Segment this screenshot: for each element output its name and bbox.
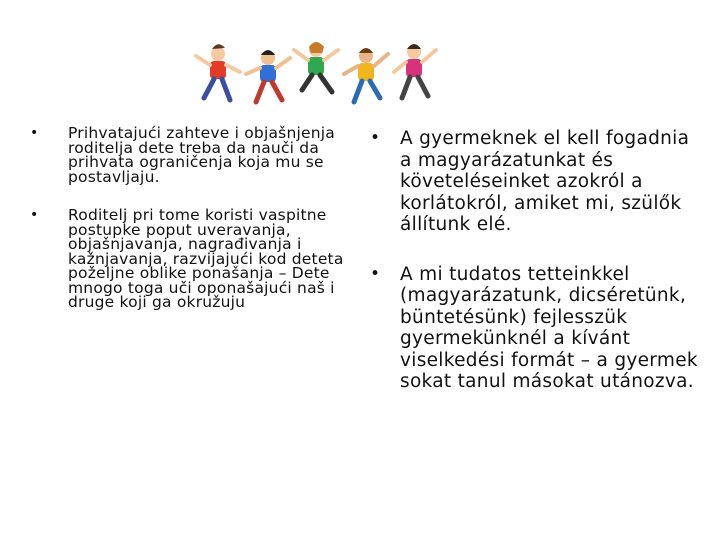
child-figure-2 — [246, 50, 290, 102]
paragraph-text: A mi tudatos tetteinkkel (magyarázatunk, dicséretünk, büntetésünk) fejlesszük gyermekünknél a kívánt viselkedési formát – a gyermek sokat tanul másokat utánozva. — [400, 263, 698, 392]
serbian-text-column — [30, 126, 355, 334]
bullet-icon: • — [370, 263, 381, 284]
paragraph-text: Prihvatajući zahteve i objašnjenja roditelja dete treba da nauči da prihvata ograničenja koja mu se postavljaju. — [68, 124, 335, 186]
child-figure-4 — [344, 48, 388, 102]
bullet-icon: • — [30, 125, 39, 141]
child-figure-5 — [394, 44, 436, 98]
list-item — [30, 126, 355, 184]
list-item — [370, 264, 700, 393]
paragraph-text: A gyermeknek el kell fogadnia a magyarázatunkat és követeléseinket azokról a korlátokról, amiket mi, szülők állítunk elé. — [400, 128, 690, 235]
list-item — [30, 208, 355, 310]
child-figure-1 — [196, 44, 240, 100]
bullet-icon: • — [30, 207, 39, 223]
children-jumping-illustration — [190, 38, 440, 110]
child-figure-3 — [294, 42, 338, 92]
hungarian-text-column — [370, 128, 700, 421]
list-item — [370, 128, 700, 236]
paragraph-text: Roditelj pri tome koristi vaspitne postupke poput uveravanja, objašnjavanja, nagrađivanja i kažnjavanja, razvijajući kod deteta poželjne oblike ponašanja – Dete mnogo toga uči oponašajući naš i druge koji ga okružuju — [68, 206, 344, 311]
bullet-icon: • — [370, 128, 381, 148]
